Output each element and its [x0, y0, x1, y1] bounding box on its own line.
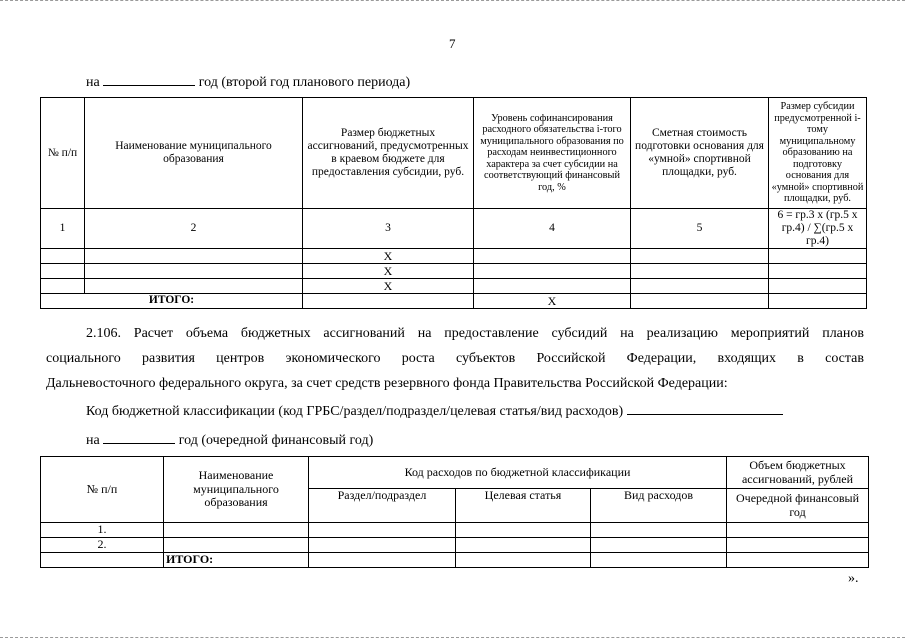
table-row: [41, 523, 869, 538]
x-mark: X: [474, 293, 631, 308]
header-expense-type: Вид расходов: [591, 489, 727, 523]
header-target-item: Целевая статья: [456, 489, 591, 523]
paragraph-line: 2.106. Расчет объема бюджетных ассигнований на предоставление субсидий на реализацию мероприятий планов: [86, 326, 864, 341]
header-estimated-cost: Сметная стоимость подготовки основания для «умной» спортивной площадки, руб.: [631, 98, 769, 209]
table2-caption: [86, 431, 373, 449]
scan-top-edge: [0, 0, 905, 3]
header-budget-allocation: Размер бюджетных ассигнований, предусмотренных в краевом бюджете для предоставления субсидии, руб.: [303, 98, 474, 209]
kbk-line: [86, 402, 783, 420]
header-subsidy-size: Размер субсидии предусмотренной i-тому муниципальному образованию на подготовку основания для «умной» спортивной площадки, руб.: [769, 98, 867, 209]
year-blank: [103, 73, 195, 86]
row-number: 2.: [41, 538, 164, 553]
paragraph-line: социального развития центров экономического роста субъектов Российской Федерации, входящих в состав: [46, 351, 864, 366]
paragraph-line: Дальневосточного федерального округа, за счет средств резервного фонда Правительства Российской Федерации:: [46, 376, 728, 391]
section-paragraph: [46, 321, 864, 396]
table-row: [41, 278, 867, 293]
header-allocation-volume: Объем бюджетных ассигнований, рублей: [727, 457, 869, 489]
table1-total-row: [41, 293, 867, 308]
column-number: 2: [85, 209, 303, 249]
total-label: ИТОГО:: [41, 293, 303, 308]
header-section: Раздел/подраздел: [309, 489, 456, 523]
x-mark: X: [303, 263, 474, 278]
header-cofinancing-level: Уровень софинансирования расходного обязательства i-того муниципального образования по расходам неинвестиционного характера за счет субсидии на соответствующий финансовый год, %: [474, 98, 631, 209]
table-row: [41, 538, 869, 553]
table-row: [41, 248, 867, 263]
kbk-blank: [627, 402, 783, 415]
table2-total-row: [41, 553, 869, 568]
x-mark: X: [303, 278, 474, 293]
table2-caption-suffix: год (очередной финансовый год): [178, 433, 374, 448]
column-formula: 6 = гр.3 x (гр.5 x гр.4) / ∑(гр.5 x гр.4): [769, 209, 867, 249]
kbk-label: Код бюджетной классификации (код ГРБС/раздел/подраздел/целевая статья/вид расходов): [86, 404, 624, 419]
year-blank: [103, 431, 175, 444]
table1-caption-prefix: на: [86, 75, 100, 90]
column-number: 4: [474, 209, 631, 249]
subsidy-table: [40, 97, 867, 309]
table1-caption: [86, 73, 410, 91]
column-number: 3: [303, 209, 474, 249]
table1-header-row: [41, 98, 867, 209]
header-municipality: Наименование муниципального образования: [85, 98, 303, 209]
page-number: 7: [449, 36, 456, 51]
closing-quote: ».: [848, 571, 859, 586]
row-number: 1.: [41, 523, 164, 538]
table1-caption-suffix: год (второй год планового периода): [198, 75, 411, 90]
column-number: 1: [41, 209, 85, 249]
x-mark: X: [303, 248, 474, 263]
budget-code-table: [40, 456, 869, 568]
table2-header-row: [41, 457, 869, 489]
table2-caption-prefix: на: [86, 433, 100, 448]
total-label: ИТОГО:: [164, 553, 309, 568]
column-number: 5: [631, 209, 769, 249]
table1-column-numbers-row: [41, 209, 867, 249]
header-municipality: Наименование муниципального образования: [164, 457, 309, 523]
header-next-fiscal-year: Очередной финансовый год: [727, 489, 869, 523]
header-number: № п/п: [41, 457, 164, 523]
table-row: [41, 263, 867, 278]
header-budget-code: Код расходов по бюджетной классификации: [309, 457, 727, 489]
header-number: № п/п: [41, 98, 85, 209]
